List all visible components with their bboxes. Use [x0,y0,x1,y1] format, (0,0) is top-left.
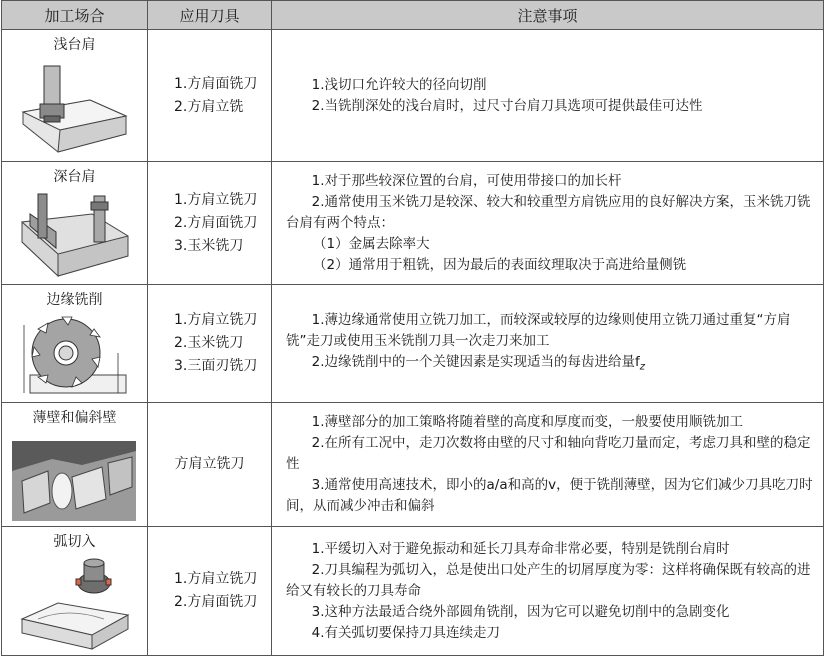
tools-cell [148,285,272,403]
scene-cell [2,403,148,527]
machining-table [1,0,824,656]
scene-name: 浅台肩 [53,37,96,53]
note-item: 2.边缘铣削中的一个关键因素是实现适当的每齿进给量$f_z$ [311,353,646,373]
note-item: 1.薄边缘通常使用立铣刀加工，而较深或较厚的边缘则使用立铣刀通过重复“方肩铣”走刀或使用玉米铣削刀具一次走刀来加工 [286,311,791,349]
deep-shoulder-milling-illustration-icon [18,192,130,280]
note-item: 1.薄壁部分的加工策略将随着壁的高度和厚度而变，一般要使用顺铣加工 [311,414,744,430]
scene-cell [2,162,148,285]
tool-item: 2.方肩面铣刀 [174,594,258,610]
thin-wall-workpiece-photo-icon [12,441,136,521]
table-row [2,162,824,285]
notes-cell [272,527,824,656]
note-item: 2.通常使用玉米铣刀是较深、较大和较重型方肩铣应用的良好解决方案，玉米铣刀铣台肩有两个特点： [286,193,811,231]
note-text: 2.边缘铣削中的一个关键因素是实现适当的每齿进给量f [311,353,640,370]
tool-item: 2.玉米铣刀 [174,335,244,351]
note-subitem: （2）通常用于粗铣，因为最后的表面纹理取决于高进给量侧铣 [313,256,687,273]
tools-cell [148,162,272,285]
tool-item: 1.方肩立铣刀 [174,571,258,587]
tools-cell [148,30,272,162]
scene-cell [2,30,148,162]
arc-entry-milling-illustration-icon [18,557,130,651]
table-row [2,527,824,656]
note-item: 2.在所有工况中，走刀次数将由壁的尺寸和轴向背吃刀量而定，考虑刀具和壁的稳定性 [286,435,811,472]
tool-item: 1.方肩立铣刀 [174,312,258,328]
note-item: 3.通常使用高速技术，即小的a/a和高的v，便于铣削薄壁，因为它们减少刀具吃刀时间，从而减少冲击和偏斜 [286,477,813,514]
note-item: 3.这种方法最适合绕外部圆角铣削，因为它可以避免切削中的急剧变化 [311,603,730,620]
note-item: 2.刀具编程为弧切入，总是使出口处产生的切屑厚度为零：这样将确保既有较高的进给又有较长的刀具寿命 [286,561,811,599]
shallow-shoulder-milling-illustration-icon [18,64,128,154]
scene-cell [2,285,148,403]
notes-cell [272,285,824,403]
note-item: 2.当铣削深处的浅台肩时，过尺寸台肩刀具选项可提供最佳可达性 [311,97,703,114]
edge-milling-cutter-diagram-icon [18,313,130,399]
header-scene: 加工场合 [2,1,148,30]
scene-cell [2,527,148,656]
notes-cell [272,30,824,162]
tool-item: 1.方肩面铣刀 [174,75,258,92]
tool-item: 2.方肩面铣刀 [174,214,258,231]
note-subitem: （1）金属去除率大 [313,235,430,252]
note-item: 1.平缓切入对于避免振动和延长刀具寿命非常必要，特别是铣削台肩时 [311,540,730,557]
notes-cell [272,403,824,527]
scene-name: 弧切入 [53,534,96,550]
tool-item: 方肩立铣刀 [174,456,245,472]
scene-name: 边缘铣削 [46,292,103,308]
table-row [2,403,824,527]
tool-item: 2.方肩立铣 [174,98,244,115]
tool-item: 1.方肩立铣刀 [174,191,258,208]
table-header-row [2,1,824,30]
table-row [2,30,824,162]
tools-cell [148,403,272,527]
tool-item: 3.玉米铣刀 [174,237,244,254]
header-tools: 应用刀具 [148,1,272,30]
tool-item: 3.三面刃铣刀 [174,358,258,374]
tools-cell [148,527,272,656]
scene-name: 深台肩 [53,169,96,185]
scene-name: 薄壁和偏斜壁 [32,410,117,426]
notes-cell [272,162,824,285]
note-item: 4.有关弧切要保持刀具连续走刀 [311,624,501,641]
table-row [2,285,824,403]
header-notes: 注意事项 [272,1,824,30]
note-item: 1.浅切口允许较大的径向切削 [311,76,487,93]
note-item: 1.对于那些较深位置的台肩，可使用带接口的加长杆 [311,172,622,189]
